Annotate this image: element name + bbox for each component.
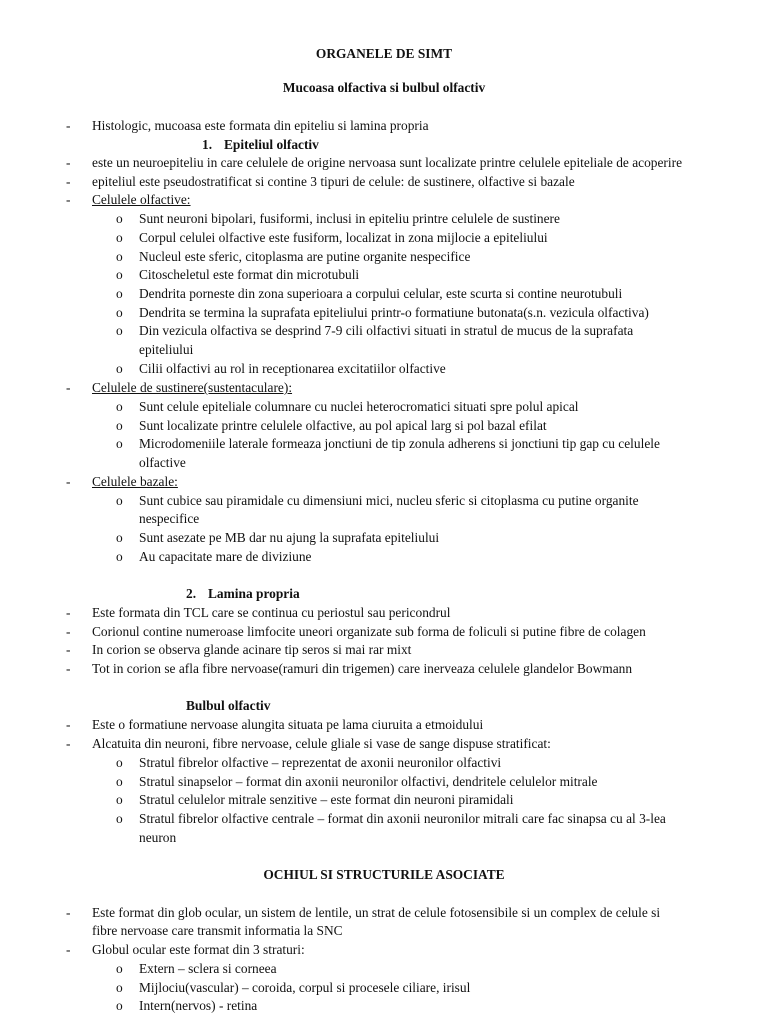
dash-marker: - <box>66 661 71 676</box>
olfactory-item-continued: epiteliului <box>139 342 194 357</box>
dash-marker: - <box>66 192 71 207</box>
epithelium-line-1: este un neuroepiteliu in care celulele de origine nervoasa sunt localizate printre celulele epiteliale de acoperire <box>92 155 683 170</box>
bullet-marker: o <box>116 792 123 807</box>
eye-layer-item: Extern – sclera si corneea <box>139 961 277 976</box>
olfactory-item: Dendrita se termina la suprafata epiteliului printr-o formatiune butonata(s.n. vezicula olfactiva) <box>139 305 649 320</box>
olfactory-item: Dendrita porneste din zona superioara a corpului celular, este scurta si contine neurotubuli <box>139 286 623 301</box>
section-heading-olfactory: Mucoasa olfactiva si bulbul olfactiv <box>282 80 486 95</box>
bulb-item: Alcatuita din neuroni, fibre nervoase, celule gliale si vase de sange dispuse stratificat: <box>92 736 551 751</box>
bullet-marker: o <box>116 530 123 545</box>
bullet-marker: o <box>116 361 123 376</box>
bullet-marker: o <box>116 286 123 301</box>
document-title: ORGANELE DE SIMT <box>315 46 453 61</box>
bulb-layer-item-continued: neuron <box>139 830 177 845</box>
bulb-item: Este o formatiune nervoase alungita situata pe lama ciuruita a etmoidului <box>92 717 484 732</box>
bullet-marker: o <box>116 418 123 433</box>
lamina-item: Este formata din TCL care se continua cu periostul sau pericondrul <box>92 605 451 620</box>
olfactory-item: Cilii olfactivi au rol in receptionarea excitatiilor olfactive <box>139 361 446 376</box>
lamina-item: In corion se observa glande acinare tip seros si mai rar mixt <box>92 642 412 657</box>
bullet-marker: o <box>116 961 123 976</box>
intro-paragraph: Histologic, mucoasa este formata din epiteliu si lamina propria <box>92 118 429 133</box>
lamina-item: Corionul contine numeroase limfocite uneori organizate sub forma de foliculi si putine fibre de colagen <box>92 624 646 639</box>
basal-item: Au capacitate mare de diviziune <box>139 549 312 564</box>
basal-cells-label: Celulele bazale: <box>92 474 178 489</box>
bullet-marker: o <box>116 230 123 245</box>
bullet-marker: o <box>116 211 123 226</box>
dash-marker: - <box>66 380 71 395</box>
dash-marker: - <box>66 155 71 170</box>
subsection-number-1: 1. <box>202 137 213 152</box>
supporting-item: Sunt celule epiteliale columnare cu nuclei heterocromatici situati spre polul apical <box>139 399 579 414</box>
bullet-marker: o <box>116 493 123 508</box>
bullet-marker: o <box>116 811 123 826</box>
subsection-title-epithelium: Epiteliul olfactiv <box>224 137 319 152</box>
bullet-marker: o <box>116 549 123 564</box>
eye-layer-item: Mijlociu(vascular) – coroida, corpul si procesele ciliare, irisul <box>139 980 471 995</box>
bullet-marker: o <box>116 267 123 282</box>
lamina-item: Tot in corion se afla fibre nervoase(ramuri din trigemen) care inerveaza celulele glandelor Bowmann <box>92 661 633 676</box>
bullet-marker: o <box>116 998 123 1013</box>
bulb-layer-item: Stratul sinapselor – format din axonii neuronilor olfactivi, dendritele celulelor mitrale <box>139 774 598 789</box>
eye-paragraph-line-2: fibre nervoase care transmit informatia la SNC <box>92 923 343 938</box>
bullet-marker: o <box>116 323 123 338</box>
subsection-number-2: 2. <box>186 586 197 601</box>
olfactory-item: Sunt neuroni bipolari, fusiformi, inclusi in epiteliu printre celulele de sustinere <box>139 211 560 226</box>
olfactory-item: Corpul celulei olfactive este fusiform, localizat in zona mijlocie a epiteliului <box>139 230 548 245</box>
dash-marker: - <box>66 605 71 620</box>
supporting-item: Sunt localizate printre celulele olfactive, au pol apical larg si pol bazal efilat <box>139 418 547 433</box>
dash-marker: - <box>66 118 71 133</box>
dash-marker: - <box>66 736 71 751</box>
dash-marker: - <box>66 905 71 920</box>
section-heading-eye: OCHIUL SI STRUCTURILE ASOCIATE <box>263 867 505 882</box>
eye-paragraph-line-1: Este format din glob ocular, un sistem de lentile, un strat de celule fotosensibile si un complex de celule si <box>92 905 661 920</box>
dash-marker: - <box>66 642 71 657</box>
dash-marker: - <box>66 942 71 957</box>
olfactory-cells-label: Celulele olfactive: <box>92 192 191 207</box>
supporting-item-continued: olfactive <box>139 455 186 470</box>
dash-marker: - <box>66 624 71 639</box>
dash-marker: - <box>66 474 71 489</box>
olfactory-item: Citoscheletul este format din microtubuli <box>139 267 360 282</box>
supporting-cells-label: Celulele de sustinere(sustentaculare): <box>92 380 293 395</box>
bullet-marker: o <box>116 980 123 995</box>
basal-item: Sunt asezate pe MB dar nu ajung la suprafata epiteliului <box>139 530 440 545</box>
bullet-marker: o <box>116 755 123 770</box>
bullet-marker: o <box>116 305 123 320</box>
epithelium-line-2: epiteliul este pseudostratificat si contine 3 tipuri de celule: de sustinere, olfactive si bazale <box>92 174 575 189</box>
bullet-marker: o <box>116 436 123 451</box>
bulb-layer-item: Stratul celulelor mitrale senzitive – este format din neuroni piramidali <box>139 792 514 807</box>
bulb-layer-item: Stratul fibrelor olfactive centrale – format din axonii neuronilor mitrali care fac sinapsa cu al 3-lea <box>139 811 666 826</box>
eye-layer-item: Intern(nervos) - retina <box>139 998 258 1013</box>
basal-item: Sunt cubice sau piramidale cu dimensiuni mici, nucleu sferic si citoplasma cu putine organite <box>139 493 639 508</box>
bullet-marker: o <box>116 399 123 414</box>
eye-paragraph-layers: Globul ocular este format din 3 straturi: <box>92 942 305 957</box>
subsection-title-olfactory-bulb: Bulbul olfactiv <box>186 698 271 713</box>
supporting-item: Microdomeniile laterale formeaza jonctiuni de tip zonula adherens si jonctiuni tip gap cu celulele <box>139 436 660 451</box>
dash-marker: - <box>66 717 71 732</box>
subsection-title-lamina-propria: Lamina propria <box>208 586 300 601</box>
olfactory-item: Nucleul este sferic, citoplasma are putine organite nespecifice <box>139 249 471 264</box>
bullet-marker: o <box>116 249 123 264</box>
olfactory-item: Din vezicula olfactiva se desprind 7-9 cili olfactivi situati in stratul de mucus de la suprafata <box>139 323 634 338</box>
bullet-marker: o <box>116 774 123 789</box>
dash-marker: - <box>66 174 71 189</box>
basal-item-continued: nespecifice <box>139 511 200 526</box>
bulb-layer-item: Stratul fibrelor olfactive – reprezentat de axonii neuronilor olfactivi <box>139 755 502 770</box>
